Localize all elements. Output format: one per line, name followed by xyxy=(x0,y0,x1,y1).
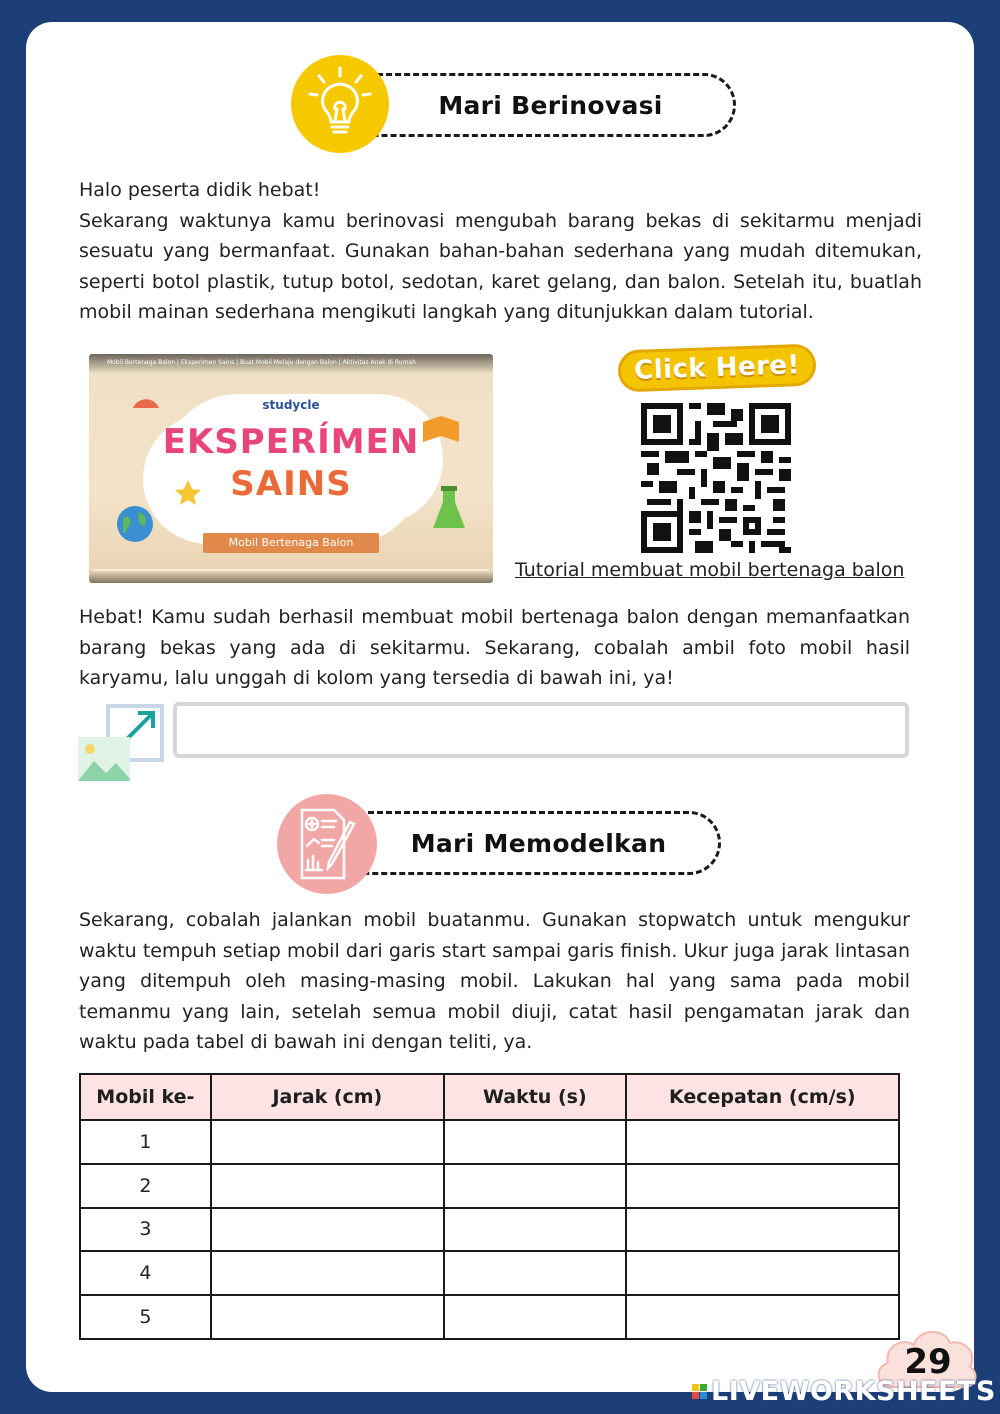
kecepatan-input[interactable] xyxy=(626,1295,899,1339)
header-waktu: Waktu (s) xyxy=(444,1074,626,1120)
table-row xyxy=(80,1208,899,1252)
section-title: Mari Memodelkan xyxy=(410,828,667,858)
video-title: Mobil Bertenaga Balon | Eksperimen Sains | Buat Mobil Melaju dengan Balon | Aktivitas Anak di Rumah xyxy=(89,354,493,374)
jarak-input[interactable] xyxy=(211,1208,444,1252)
click-here-label: Click Here! xyxy=(633,350,801,386)
waktu-input[interactable] xyxy=(444,1164,626,1208)
click-here-button[interactable] xyxy=(617,344,816,393)
waktu-input[interactable] xyxy=(444,1295,626,1339)
observation-table xyxy=(79,1073,900,1340)
header-jarak: Jarak (cm) xyxy=(211,1074,444,1120)
lightbulb-icon xyxy=(291,55,389,153)
section-title-pill xyxy=(368,73,736,137)
section-title: Mari Berinovasi xyxy=(438,90,663,120)
video-controls[interactable] xyxy=(89,571,493,583)
jarak-input[interactable] xyxy=(211,1251,444,1295)
table-row xyxy=(80,1120,899,1164)
section-title-pill xyxy=(359,811,721,875)
image-upload-icon xyxy=(78,703,166,783)
kecepatan-input[interactable] xyxy=(626,1208,899,1252)
greeting: Halo peserta didik hebat! xyxy=(79,179,321,201)
document-chart-icon xyxy=(277,794,377,894)
row-number: 1 xyxy=(80,1120,211,1164)
page-number: 29 xyxy=(904,1342,952,1382)
flask-icon xyxy=(429,484,469,534)
kecepatan-input[interactable] xyxy=(626,1120,899,1164)
qr-code[interactable] xyxy=(641,403,791,553)
table-header-row xyxy=(80,1074,899,1120)
table-row xyxy=(80,1295,899,1339)
table-row xyxy=(80,1164,899,1208)
header-kecepatan: Kecepatan (cm/s) xyxy=(626,1074,899,1120)
header-mobil: Mobil ke- xyxy=(80,1074,211,1120)
video-headline-1: EKSPERÍMEN xyxy=(162,422,420,462)
praise-paragraph: Hebat! Kamu sudah berhasil membuat mobil bertenaga balon dengan memanfaatkan barang bekas yang ada di sekitarmu. Sekarang, cobalah ambil foto mobil hasil karyamu, lalu unggah di kolom yang tersedia di bawah ini, ya! xyxy=(79,606,910,689)
book-icon xyxy=(419,412,463,446)
video-player[interactable] xyxy=(89,354,493,583)
kecepatan-input[interactable] xyxy=(626,1251,899,1295)
video-headline-2: SAINS xyxy=(230,464,352,504)
kecepatan-input[interactable] xyxy=(626,1164,899,1208)
intro-paragraph: Sekarang waktunya kamu berinovasi mengubah barang bekas di sekitarmu menjadi sesuatu yang bermanfaat. Gunakan bahan-bahan sederhana yang mudah ditemukan, seperti botol plastik, tutup botol, sedotan, karet gelang, dan balon. Setelah itu, buatlah mobil mainan sederhana mengikuti langkah yang ditunjukkan dalam tutorial. xyxy=(79,209,922,323)
watermark-text: LIVEWORKSHEETS xyxy=(711,1375,996,1407)
jarak-input[interactable] xyxy=(211,1120,444,1164)
protractor-icon xyxy=(129,380,163,414)
jarak-input[interactable] xyxy=(211,1164,444,1208)
row-number: 5 xyxy=(80,1295,211,1339)
row-number: 4 xyxy=(80,1251,211,1295)
liveworksheets-watermark[interactable] xyxy=(692,1376,996,1406)
waktu-input[interactable] xyxy=(444,1251,626,1295)
row-number: 2 xyxy=(80,1164,211,1208)
waktu-input[interactable] xyxy=(444,1208,626,1252)
video-brand: studycle xyxy=(262,398,320,412)
photo-upload-field[interactable] xyxy=(173,702,909,758)
table-row xyxy=(80,1251,899,1295)
star-icon xyxy=(173,478,203,508)
tutorial-link[interactable]: Tutorial membuat mobil bertenaga balon xyxy=(515,559,905,581)
waktu-input[interactable] xyxy=(444,1120,626,1164)
instructions-paragraph: Sekarang, cobalah jalankan mobil buatanmu. Gunakan stopwatch untuk mengukur waktu tempuh setiap mobil dari garis start sampai garis finish. Ukur juga jarak lintasan yang ditempuh oleh masing-masing mobil. Lakukan hal yang sama pada mobil temanmu yang lain, setelah semua mobil diuji, catat hasil pengamatan jarak dan waktu pada tabel di bawah ini dengan teliti, ya. xyxy=(79,909,910,1053)
row-number: 3 xyxy=(80,1208,211,1252)
globe-icon xyxy=(115,504,155,544)
liveworksheets-logo-icon xyxy=(692,1384,707,1399)
jarak-input[interactable] xyxy=(211,1295,444,1339)
intro-text xyxy=(79,175,922,328)
video-banner: Mobil Bertenaga Balon xyxy=(203,533,379,553)
